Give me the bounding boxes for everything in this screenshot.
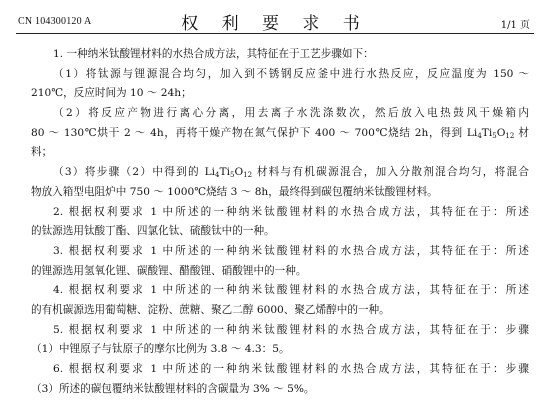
document-title: 权 利 要 求 书 bbox=[181, 14, 369, 34]
claim-5-line-1: 5. 根据权利要求 1 中所述的一种纳米钛酸锂材料的水热合成方法，其特征在于：步骤 bbox=[53, 323, 529, 336]
claims-text bbox=[31, 45, 529, 399]
subscript: 4 bbox=[477, 131, 482, 140]
claim-1-step-3-line-1 bbox=[31, 163, 529, 183]
subscript: 4 bbox=[215, 171, 220, 180]
claim-1-step-2-line-2 bbox=[31, 124, 529, 144]
text-segment: O bbox=[496, 126, 506, 139]
claim-6-line-2: （3）所述的碳包覆纳米钛酸锂材料的含碳量为 3% ～ 5%。 bbox=[31, 382, 315, 395]
claim-4-line-2: 的有机碳源选用葡萄糖、淀粉、蔗糖、聚乙二醇 6000、聚乙烯醇中的一种。 bbox=[31, 303, 390, 316]
text-segment: O bbox=[234, 166, 244, 179]
text-segment: 材料与有机碳源混合，加入分散剂混合均匀，将混合 bbox=[252, 166, 529, 179]
claim-6-line-1: 6. 根据权利要求 1 中所述的一种纳米钛酸锂材料的水热合成方法，其特征在于：步骤 bbox=[53, 363, 529, 375]
text-segment: 80 ～ 130℃烘干 2 ～ 4h，再将干燥产物在氮气保护下 400 ～ 700℃烧结 2h，得到 Li bbox=[31, 126, 478, 139]
subscript: 12 bbox=[505, 131, 515, 140]
claim-1-step-2-line-3: 料； bbox=[31, 146, 53, 159]
subscript: 5 bbox=[492, 131, 497, 140]
subscript: 5 bbox=[229, 171, 235, 180]
claim-2-line-2: 的钛源选用钛酸丁酯、四氯化钛、硫酸钛中的一种。 bbox=[31, 225, 275, 238]
claim-2-line-1: 2. 根据权利要求 1 中所述的一种纳米钛酸锂材料的水热合成方法，其特征在于：所述 bbox=[53, 205, 529, 218]
claim-1-step-2-line-1: （2）将反应产物进行离心分离，用去离子水洗涤数次，然后放入电热鼓风干燥箱内 bbox=[53, 107, 529, 120]
subscript: 12 bbox=[243, 171, 253, 180]
claim-1-step-1-line-2: 210℃，反应时间为 10 ～ 24h； bbox=[31, 87, 192, 100]
text-segment: Ti bbox=[481, 126, 493, 139]
publication-number: CN 104300120 A bbox=[18, 16, 92, 27]
claim-1-step-3-line-2: 物放入箱型电阻炉中 750 ～ 1000℃烧结 3 ～ 8h，最终得到碳包覆纳米钛酸锂材料。 bbox=[31, 185, 438, 198]
header-divider bbox=[16, 33, 534, 34]
text-segment: Ti bbox=[219, 166, 230, 179]
text-segment: 材 bbox=[514, 126, 529, 139]
claim-3-line-2: 的锂源选用氢氧化锂、碳酸锂、醋酸锂、硝酸锂中的一种。 bbox=[31, 264, 307, 277]
page-header bbox=[0, 0, 550, 34]
claim-1-line-1: 1. 一种纳米钛酸锂材料的水热合成方法，其特征在于工艺步骤如下： bbox=[53, 48, 374, 60]
claim-4-line-1: 4. 根据权利要求 1 中所述的一种纳米钛酸锂材料的水热合成方法，其特征在于：所述 bbox=[53, 284, 529, 297]
claim-3-line-1: 3. 根据权利要求 1 中所述的一种纳米钛酸锂材料的水热合成方法，其特征在于：所述 bbox=[53, 244, 529, 257]
claim-1-step-1-line-1: （1）将钛源与锂源混合均匀，加入到不锈钢反应釜中进行水热反应，反应温度为 150 ～ bbox=[53, 67, 529, 80]
text-segment: （3）将步骤（2）中得到的 Li bbox=[53, 166, 216, 179]
page-number: 1/1 页 bbox=[500, 20, 530, 31]
claim-5-line-2: （1）中锂原子与钛原子的摩尔比例为 3.8 ～ 4.3：5。 bbox=[31, 343, 290, 356]
